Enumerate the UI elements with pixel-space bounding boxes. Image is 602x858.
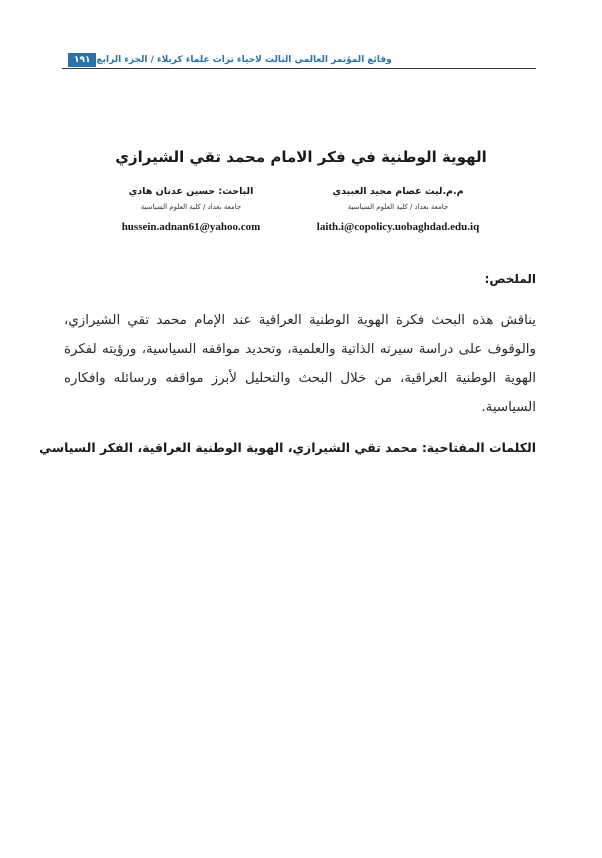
abstract-body: يناقش هذه البحث فكرة الهوية الوطنية العراقية عند الإمام محمد تقي الشيرازي، والوقوف على دراسة سيرته الذاتية والعلمية، وتحديد مواقفه السياسية، ورؤيته لفكرة الهوية الوطنية العراقية، من خلال البحث والتحليل لأبرز مواقفه ورسائله وافكاره السياسية.	[64, 313, 536, 415]
author-affiliation: جامعة بغداد / كلية العلوم السياسية	[347, 203, 449, 211]
header-rule	[62, 68, 536, 69]
keywords: الكلمات المفتاحية: محمد تقي الشيرازي، الهوية الوطنية العراقية، الفكر السياسي	[39, 440, 536, 455]
author-block-1	[298, 186, 498, 233]
paper-title: الهوية الوطنية في فكر الامام محمد تقي الشيرازي	[115, 148, 487, 166]
page-number: ١٩١	[68, 53, 96, 67]
author-name: الباحث: حسين عدنان هادي	[128, 186, 254, 197]
author-email: hussein.adnan61@yahoo.com	[121, 221, 261, 233]
running-header	[62, 52, 536, 68]
author-email: laith.i@copolicy.uobaghdad.edu.iq	[316, 221, 480, 233]
running-title: وقائع المؤتمر العالمي الثالث لاحياء تراث علماء كربلاء / الجزء الرابع	[96, 55, 392, 65]
author-name: م.م.ليث عصام مجيد العبيدي	[332, 186, 464, 197]
author-block-2	[106, 186, 276, 233]
abstract-heading: الملخص:	[484, 272, 536, 286]
author-affiliation: جامعة بغداد / كلية العلوم السياسية	[140, 203, 242, 211]
